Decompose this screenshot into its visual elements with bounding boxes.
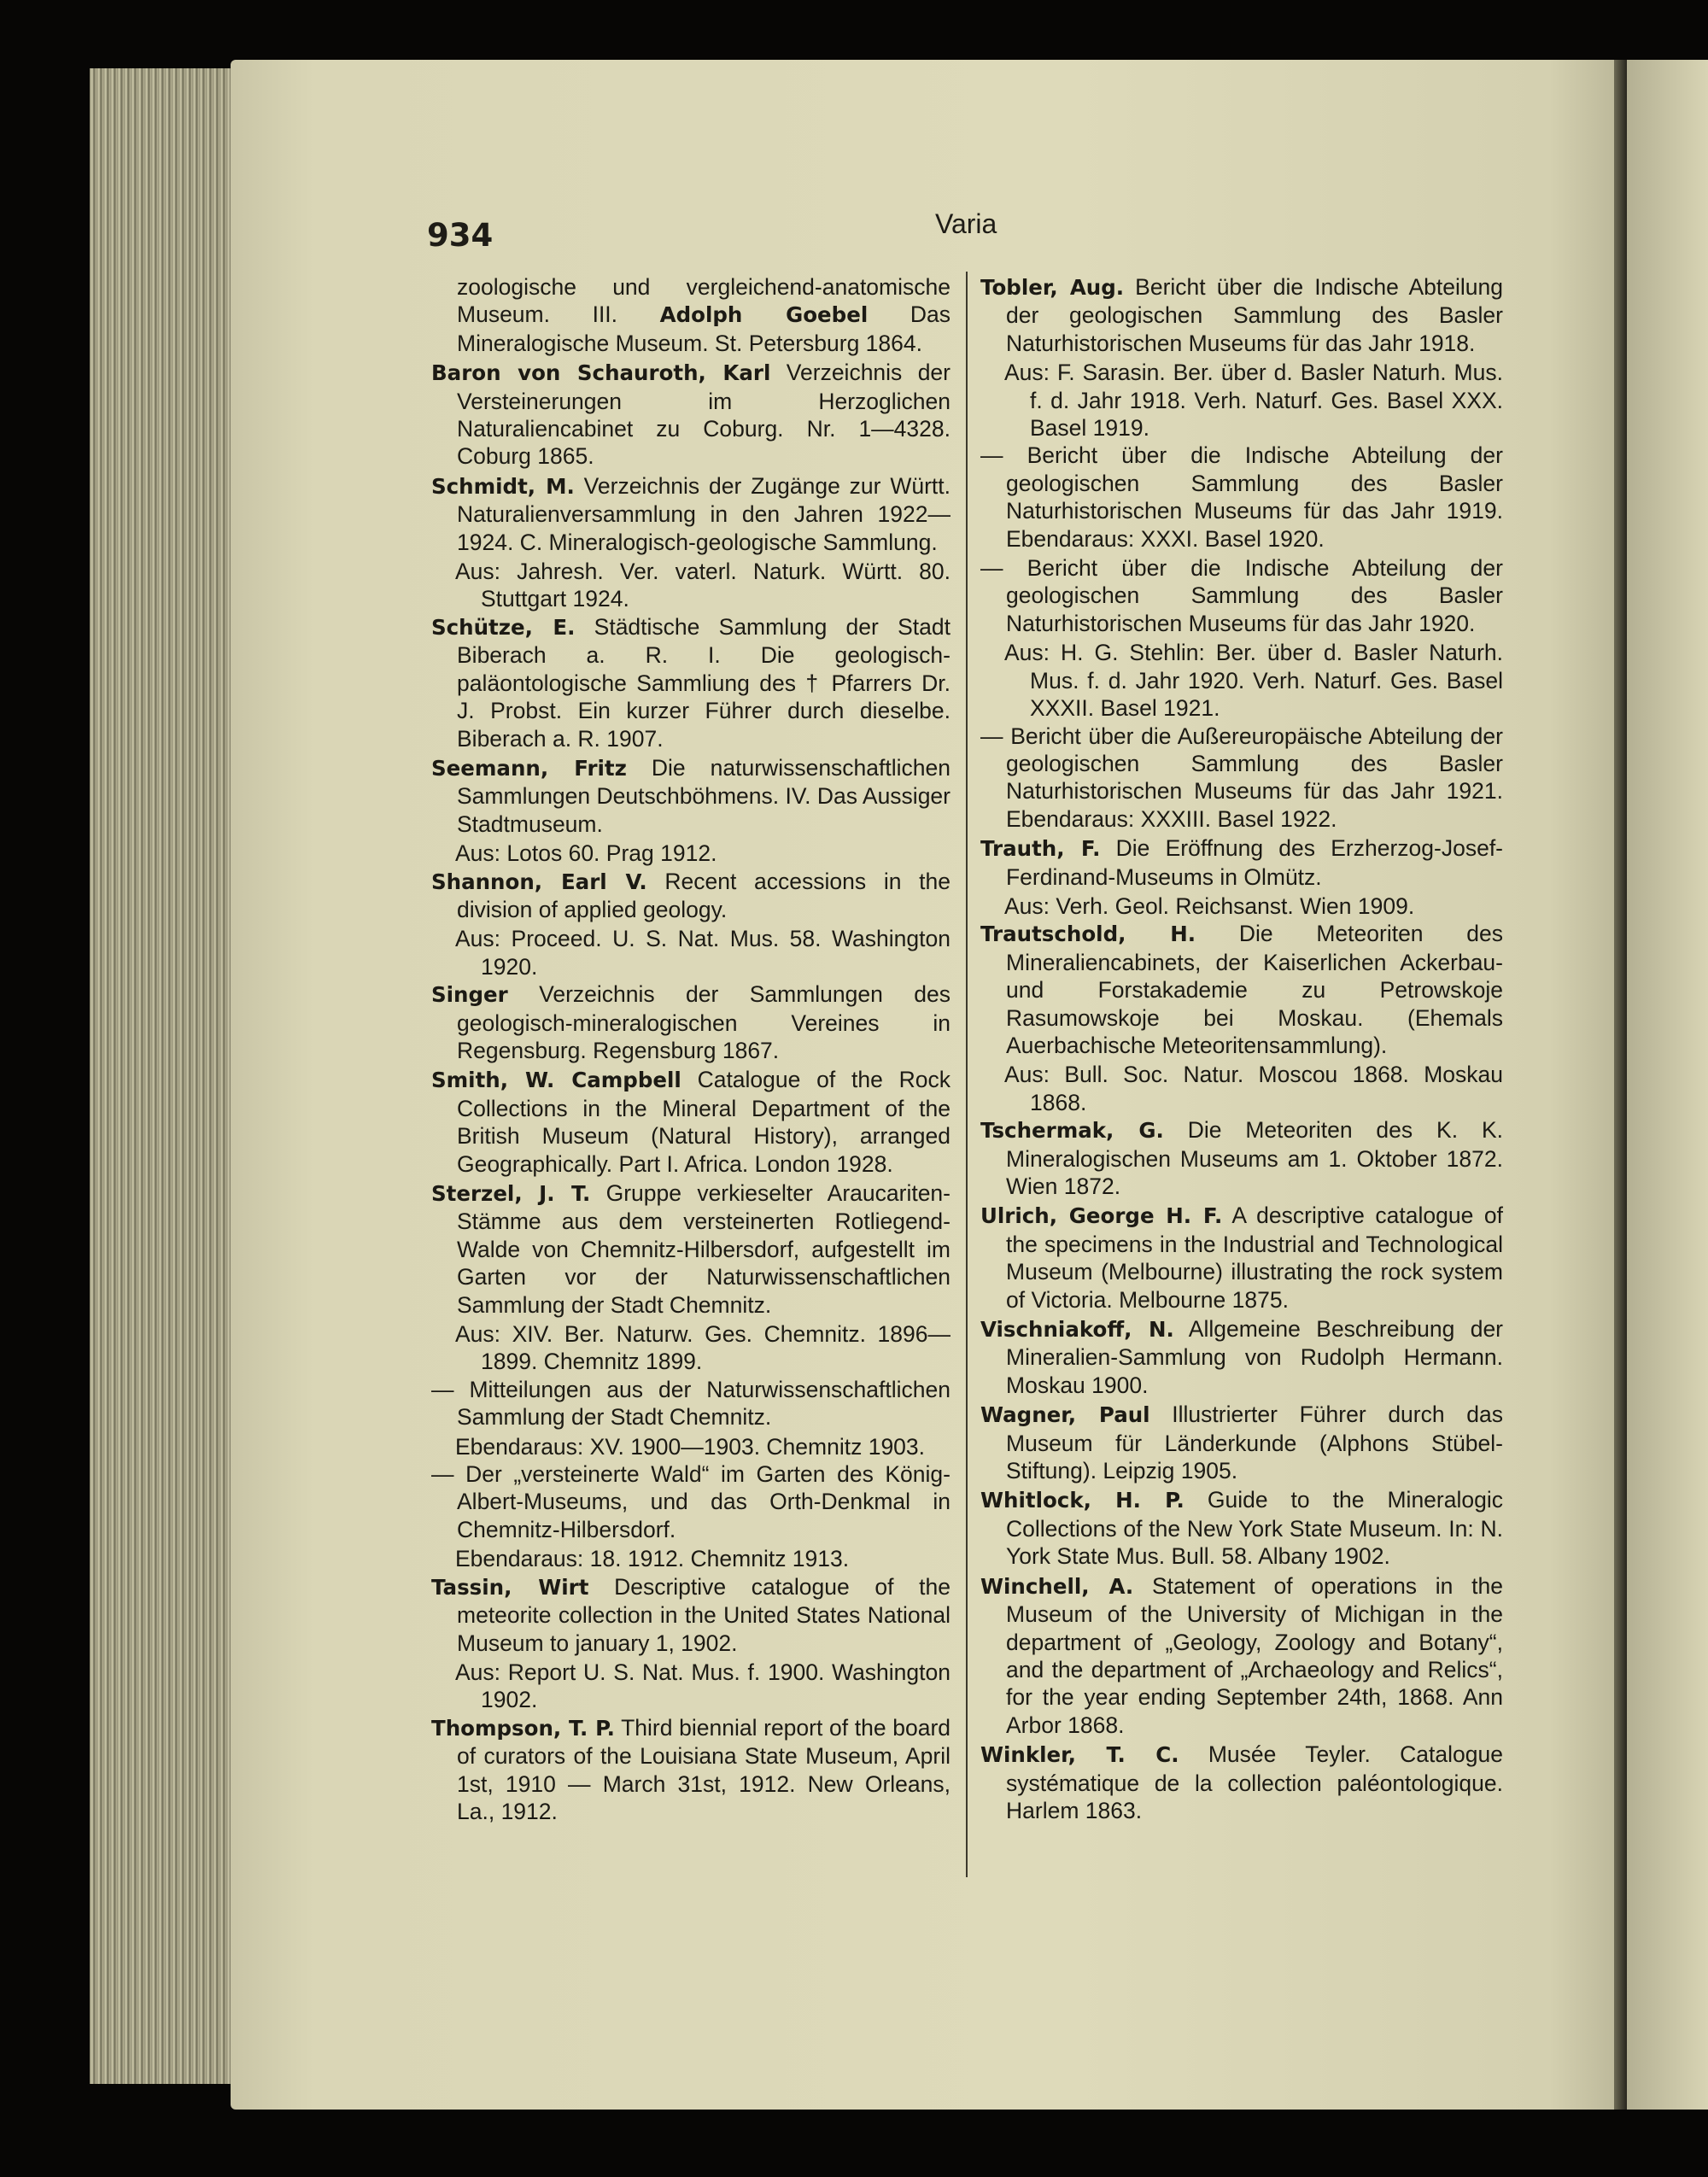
bibliography-entry [431, 754, 951, 838]
entry-author: Vischniakoff, N. [980, 1317, 1174, 1343]
entry-author: Ulrich, George H. F. [980, 1203, 1223, 1229]
entry-title: Illustrierter Führer durch das Museum für Länderkunde (Alphons Stübel-Stiftung). Leipzig 1905. [1006, 1402, 1503, 1484]
entry-title: Guide to the Mineralogic Collections of the New York State Museum. In: N. York State Mus. Bull. 58. Albany 1902. [1006, 1487, 1503, 1570]
bibliography-entry [431, 1179, 951, 1319]
entry-title: Die Eröffnung des Erzherzog-Josef-Ferdinand-Museums in Olmütz. [1006, 835, 1503, 890]
entry-author: Trauth, F. [980, 836, 1101, 862]
entry-title: Verzeichnis der Versteinerungen im Herzoglichen Naturaliencabinet zu Coburg. Nr. 1—4328. Coburg 1865. [457, 360, 951, 470]
bibliography-entry [980, 1315, 1503, 1399]
bibliography-entry [431, 1066, 951, 1178]
book-page-edges [90, 68, 239, 2084]
facing-page-edge [1627, 60, 1708, 2110]
entry-title: Bericht über die Indische Abteilung der geologischen Sammlung des Basler Naturhistorischen Museums für das Jahr 1918. [1006, 274, 1503, 356]
citation-source [980, 359, 1503, 442]
bibliography-entry [431, 613, 951, 752]
entry-title: Verzeichnis der Zugänge zur Württ. Naturalienversammlung in den Jahren 1922—1924. C. Mineralogisch-geologische Sammlung. [457, 472, 951, 555]
column-divider [966, 272, 968, 1877]
citation-source [431, 840, 951, 867]
entry-author: Tassin, Wirt [431, 1574, 589, 1600]
entry-author: Schütze, E. [431, 614, 576, 640]
bibliography-entry [431, 359, 951, 471]
bibliography-entry [980, 834, 1503, 891]
entry-title: A descriptive catalogue of the specimens in the Industrial and Technological Museum (Melbourne) illustrating the rock system of Victoria. Melbourne 1875. [1006, 1203, 1504, 1313]
entry-author: Shannon, Earl V. [431, 869, 647, 894]
bibliography-entry [431, 1376, 951, 1431]
citation-source [431, 558, 951, 613]
citation-source-text: Aus: Lotos 60. Prag 1912. [455, 840, 717, 867]
citation-source-text: Aus: Verh. Geol. Reichsanst. Wien 1909. [1004, 892, 1415, 919]
citation-source [980, 1061, 1503, 1116]
bibliography-entry [431, 1714, 951, 1826]
page-header [427, 208, 1537, 260]
entry-author: Sterzel, J. T. [431, 1181, 591, 1206]
entry-author: Tschermak, G. [980, 1118, 1164, 1144]
citation-source-text: Aus: Proceed. U. S. Nat. Mus. 58. Washington 1920. [455, 926, 951, 980]
entry-author: Thompson, T. P. [431, 1715, 615, 1741]
entry-author: Trautschold, H. [980, 922, 1196, 947]
citation-source [980, 892, 1503, 920]
bibliography-entry [980, 1401, 1503, 1484]
entry-title: Descriptive catalogue of the meteorite collection in the United States National Museum to january 1, 1902. [457, 1573, 951, 1656]
entry-author: Tobler, Aug. [980, 275, 1125, 300]
entry-title: Allgemeine Beschreibung der Mineralien-Sammlung von Rudolph Hermann. Moskau 1900. [1006, 1316, 1504, 1398]
entry-title: Der „versteinerte Wald“ im Garten des König-Albert-Museums, und das Orth-Denkmal in Chemnitz-Hilbersdorf. [457, 1461, 951, 1542]
citation-source [980, 639, 1503, 722]
entry-author: Adolph Goebel [659, 302, 869, 328]
entry-title: Verzeichnis der Sammlungen des geologisch-mineralogischen Vereines in Regensburg. Regensburg 1867. [457, 981, 951, 1063]
citation-source-text: Aus: Jahresh. Ver. vaterl. Naturk. Württ. 80. Stuttgart 1924. [455, 559, 951, 612]
citation-source [431, 1320, 951, 1376]
entry-title: zoologische und vergleichend-anatomische Museum. III. [457, 274, 951, 328]
entry-author: Smith, W. Campbell [431, 1068, 681, 1093]
entry-author: — [980, 723, 1003, 749]
bibliography-entry [980, 273, 1503, 357]
entry-author: — [431, 1376, 454, 1402]
citation-source-text: Ebendaraus: XV. 1900—1903. Chemnitz 1903. [455, 1433, 926, 1460]
bibliography-entry [431, 273, 951, 357]
bibliography-entry [431, 1460, 951, 1543]
entry-title: Die Meteoriten des Mineraliencabinets, der Kaiserlichen Ackerbau- und Forstakademie zu Petrowskoje Rasumowskoje bei Moskau. (Ehemals Auerbachische Meteoritensammlung). [1006, 921, 1503, 1058]
bibliography-entry [980, 1572, 1503, 1739]
bibliography-entry [431, 868, 951, 924]
entry-title: Bericht über die Indische Abteilung der geologischen Sammlung des Basler Naturhistorischen Museums für das Jahr 1919. Ebendaraus: XXXI. Basel 1920. [1006, 442, 1503, 552]
bibliography-entry [431, 1573, 951, 1657]
entry-author: Schmidt, M. [431, 473, 575, 499]
citation-source [431, 1545, 951, 1572]
bibliography-entry [980, 442, 1503, 553]
bibliography-entry [980, 554, 1503, 637]
entry-author: — [980, 442, 1003, 469]
entry-title: Die Meteoriten des K. K. Mineralogischen Museums am 1. Oktober 1872. Wien 1872. [1006, 1117, 1503, 1199]
citation-source [431, 1659, 951, 1714]
entry-author: Singer [431, 982, 508, 1008]
citation-source-text: Aus: Bull. Soc. Natur. Moscou 1868. Moskau 1868. [1004, 1062, 1503, 1115]
entry-title: Catalogue of the Rock Collections in the Mineral Department of the British Museum (Natural History), arranged Geographically. Part I. Africa. London 1928. [457, 1067, 951, 1177]
bibliography-entry [980, 1116, 1503, 1200]
bibliography-entry [980, 1741, 1503, 1824]
entry-author: Winkler, T. C. [980, 1742, 1179, 1768]
bibliography-entry [980, 920, 1503, 1059]
bibliography-entry [980, 723, 1503, 834]
citation-source [431, 925, 951, 980]
bibliography-entry [431, 980, 951, 1064]
entry-author: Baron von Schauroth, Karl [431, 360, 771, 386]
entry-title: Third biennial report of the board of curators of the Louisiana State Museum, April 1st, 1910 — March 31st, 1912. New Orleans, La., 1912. [457, 1714, 951, 1824]
entry-author: Whitlock, H. P. [980, 1488, 1184, 1513]
entry-author: — [431, 1461, 454, 1488]
page-number: 934 [427, 217, 494, 254]
citation-source [431, 1433, 951, 1460]
entry-title: Die naturwissenschaftlichen Sammlungen Deutschböhmens. IV. Das Aussiger Stadtmuseum. [457, 754, 951, 837]
left-column [431, 273, 951, 1827]
bibliography-entry [431, 472, 951, 556]
bibliography-entry [980, 1202, 1503, 1314]
entry-title: Statement of operations in the Museum of the University of Michigan in the department of „Geology, Zoology and Botany“, and the department of „Archaeology and Relics“, for the year ending September 24th, 1868. Ann Arbor 1868. [1006, 1572, 1503, 1738]
entry-title: Das Mineralogische Museum. St. Petersburg 1864. [457, 301, 951, 356]
entry-title: Recent accessions in the division of applied geology. [457, 868, 951, 922]
entry-title: Bericht über die Indische Abteilung der geologischen Sammlung des Basler Naturhistorischen Museums für das Jahr 1920. [1006, 555, 1503, 636]
entry-title: Städtische Sammlung der Stadt Biberach a. R. I. Die geologisch-paläontologische Sammliung des † Pfarrers Dr. J. Probst. Ein kurzer Führer durch dieselbe. Biberach a. R. 1907. [457, 613, 951, 752]
citation-source-text: Aus: F. Sarasin. Ber. über d. Basler Naturh. Mus. f. d. Jahr 1918. Verh. Naturf. Ges. Basel XXX. Basel 1919. [1004, 360, 1503, 442]
entry-author: Winchell, A. [980, 1573, 1134, 1599]
citation-source-text: Ebendaraus: 18. 1912. Chemnitz 1913. [455, 1546, 850, 1572]
right-column [980, 273, 1503, 1826]
bibliography-entry [980, 1486, 1503, 1570]
entry-title: Bericht über die Außereuropäische Abteilung der geologischen Sammlung des Basler Naturhistorischen Museums für das Jahr 1921. Ebendaraus: XXXIII. Basel 1922. [1006, 723, 1503, 832]
entry-title: Mitteilungen aus der Naturwissenschaftlichen Sammlung der Stadt Chemnitz. [457, 1376, 951, 1431]
entry-author: Seemann, Fritz [431, 755, 627, 781]
entry-author: Wagner, Paul [980, 1402, 1150, 1428]
entry-author: — [980, 555, 1003, 582]
citation-source-text: Aus: H. G. Stehlin: Ber. über d. Basler Naturh. Mus. f. d. Jahr 1920. Verh. Naturf. Ges. Basel XXXII. Basel 1921. [1004, 640, 1503, 722]
citation-source-text: Aus: Report U. S. Nat. Mus. f. 1900. Washington 1902. [455, 1659, 951, 1713]
entry-title: Gruppe verkieselter Araucariten-Stämme aus dem versteinerten Rotliegend-Walde von Chemnitz-Hilbersdorf, aufgestellt im Garten vor der Naturwissenschaftlichen Sammlung der Stadt Chemnitz. [457, 1180, 951, 1318]
running-title: Varia [935, 208, 997, 239]
citation-source-text: Aus: XIV. Ber. Naturw. Ges. Chemnitz. 1896—1899. Chemnitz 1899. [455, 1321, 951, 1375]
entry-title: Musée Teyler. Catalogue systématique de la collection paléontologique. Harlem 1863. [1006, 1741, 1503, 1823]
